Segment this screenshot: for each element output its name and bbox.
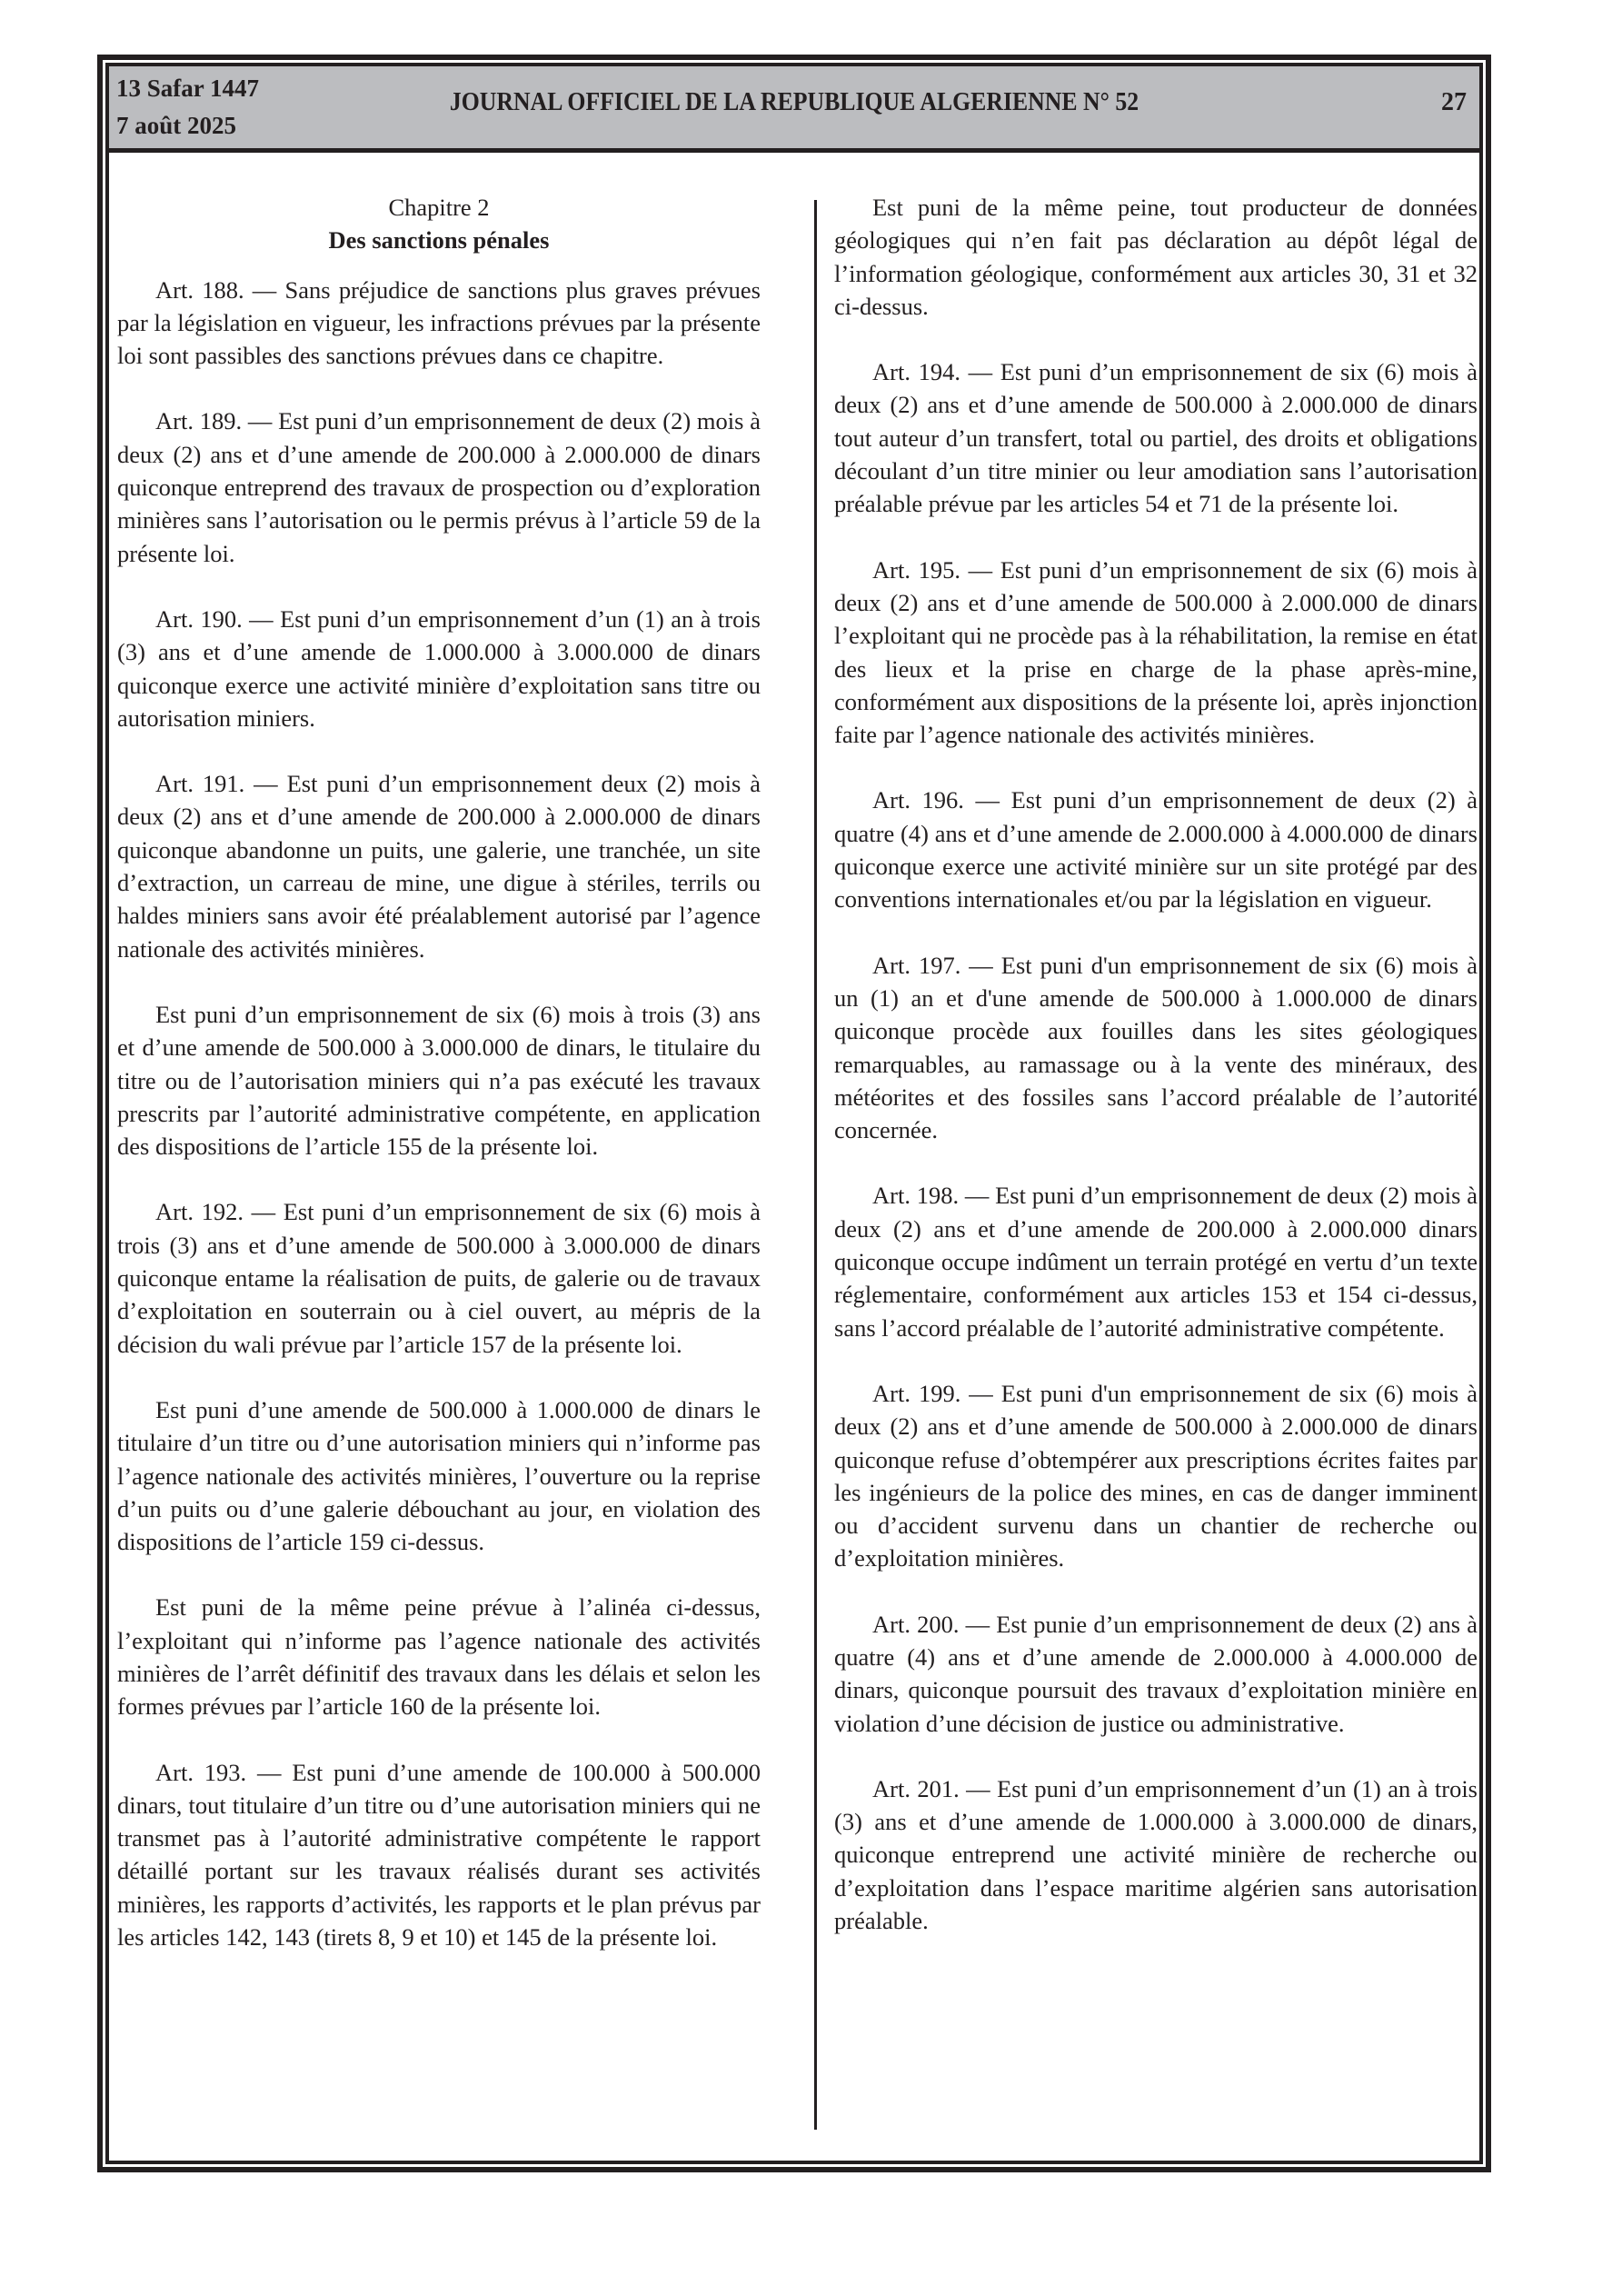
article-192-paragraph-3: Est puni de la même peine prévue à l’alinéa ci-dessus, l’exploitant qui n’informe pas l’agence nationale des activités minières de l’arrêt définitif des travaux dans les délais et selon les formes prévues par l’article 160 de la présente loi.	[117, 1593, 761, 1721]
chapter-label: Chapitre 2	[388, 194, 490, 221]
left-column	[117, 191, 761, 1953]
article-197: Art. 197. — Est puni d'un emprisonnement de six (6) mois à un (1) an et d'une amende de 500.000 à 1.000.000 de dinars quiconque procède aux fouilles dans les sites géologiques remarquables, au ramassage ou à la vente des minéraux, des météorites et des fossiles sans l’accord préalable de l’autorité concernée.	[834, 951, 1478, 1144]
article-192-paragraph-2: Est puni d’une amende de 500.000 à 1.000.000 de dinars le titulaire d’un titre ou d’une autorisation miniers qui n’informe pas l’agence nationale des activités minières, l’ouverture ou la reprise d’un puits ou d’une galerie débouchant au jour, en violation des dispositions de l’article 159 ci-dessus.	[117, 1395, 761, 1556]
article-191: Art. 191. — Est puni d’un emprisonnement deux (2) mois à deux (2) ans et d’une amende de 200.000 à 2.000.000 de dinars quiconque abandonne un puits, une galerie, une tranchée, un site d’extraction, un carreau de mine, une digue à stériles, terrils ou haldes miniers sans avoir été préalablement autorisé par l’agence nationale des activités minières.	[117, 770, 761, 963]
article-195: Art. 195. — Est puni d’un emprisonnement de six (6) mois à deux (2) ans et d’une amende de 500.000 à 2.000.000 de dinars l’exploitant qui ne procède pas à la réhabilitation, la remise en état des lieux et la prise en charge de la phase après-mine, conformément aux dispositions de la présente loi, après injonction faite par l’agence nationale des activités minières.	[834, 555, 1478, 749]
page-header	[109, 66, 1479, 153]
date-gregorian: 7 août 2025	[116, 112, 237, 139]
page-number: 27	[1441, 88, 1467, 116]
article-192: Art. 192. — Est puni d’un emprisonnement de six (6) mois à trois (3) ans et d’une amende de 500.000 à 3.000.000 de dinars quiconque entame la réalisation de puits, de galerie ou de travaux d’exploitation en souterrain ou à ciel ouvert, au mépris de la décision du wali prévue par l’article 157 de la présente loi.	[117, 1198, 761, 1358]
column-divider	[814, 200, 817, 2130]
article-201: Art. 201. — Est puni d’un emprisonnement d’un (1) an à trois (3) ans et d’une amende de 1.000.000 à 3.000.000 de dinars, quiconque entreprend une activité minière de recherche ou d’exploitation dans l’espace maritime algérien sans autorisation préalable.	[834, 1774, 1478, 1935]
right-column	[834, 191, 1478, 1937]
article-200: Art. 200. — Est punie d’un emprisonnement de deux (2) ans à quatre (4) ans et d’une amende de 2.000.000 à 4.000.000 de dinars, quiconque poursuit des travaux d’exploitation minière en violation d’une décision de justice ou administrative.	[834, 1610, 1478, 1737]
article-193: Art. 193. — Est puni d’une amende de 100.000 à 500.000 dinars, tout titulaire d’un titre ou d’une autorisation miniers qui ne transmet pas à l’autorité administrative compétente le rapport détaillé portant sur les travaux réalisés durant ses activités minières, les rapports d’activités, les rapports et le plan prévus par les articles 142, 143 (tirets 8, 9 et 10) et 145 de la présente loi.	[117, 1758, 761, 1952]
article-194: Art. 194. — Est puni d’un emprisonnement de six (6) mois à deux (2) ans et d’une amende de 500.000 à 2.000.000 de dinars tout auteur d’un transfert, total ou partiel, des droits et obligations découlant d’un titre minier ou leur amodiation sans l’autorisation préalable prévue par les articles 54 et 71 de la présente loi.	[834, 358, 1478, 518]
article-189: Art. 189. — Est puni d’un emprisonnement de deux (2) mois à deux (2) ans et d’une amende de 200.000 à 2.000.000 de dinars quiconque entreprend des travaux de prospection ou d’exploration minières sans l’autorisation ou le permis prévus à l’article 59 de la présente loi.	[117, 407, 761, 567]
article-191-paragraph-2: Est puni d’un emprisonnement de six (6) mois à trois (3) ans et d’une amende de 500.000 à 3.000.000 de dinars, le titulaire du titre ou de l’autorisation miniers qui n’a pas exécuté les travaux prescrits par l’autorité administrative compétente, en application des dispositions de l’article 155 de la présente loi.	[117, 1000, 761, 1161]
date-hijri: 13 Safar 1447	[116, 75, 260, 102]
article-196: Art. 196. — Est puni d’un emprisonnement de deux (2) à quatre (4) ans et d’une amende de 2.000.000 à 4.000.000 de dinars quiconque exerce une activité minière sur un site protégé par des conventions internationales et/ou par la législation en vigueur.	[834, 786, 1478, 913]
chapter-title: Des sanctions pénales	[328, 226, 550, 255]
article-190: Art. 190. — Est puni d’un emprisonnement d’un (1) an à trois (3) ans et d’une amende de 1.000.000 à 3.000.000 de dinars quiconque exerce une activité minière d’exploitation sans titre ou autorisation miniers.	[117, 604, 761, 732]
journal-title: JOURNAL OFFICIEL DE LA REPUBLIQUE ALGERIENNE N° 52	[449, 88, 1139, 116]
article-198: Art. 198. — Est puni d’un emprisonnement de deux (2) mois à deux (2) ans et d’une amende de 200.000 à 2.000.000 dinars quiconque occupe indûment un terrain protégé en vertu d’un texte réglementaire, conformément aux articles 153 et 154 ci-dessus, sans l’accord préalable de l’autorité administrative compétente.	[834, 1182, 1478, 1342]
article-188: Art. 188. — Sans préjudice de sanctions plus graves prévues par la législation en vigueur, les infractions prévues par la présente loi sont passibles des sanctions prévues dans ce chapitre.	[117, 275, 761, 370]
article-199: Art. 199. — Est puni d'un emprisonnement de six (6) mois à deux (2) ans et d’une amende de 500.000 à 2.000.000 de dinars quiconque refuse d’obtempérer aux prescriptions écrites faites par les ingénieurs de la police des mines, en cas de danger imminent ou d’accident survenu dans un chantier de recherche ou d’exploitation minières.	[834, 1379, 1478, 1572]
article-193-paragraph-2: Est puni de la même peine, tout producteur de données géologiques qui n’en fait pas déclaration au dépôt légal de l’information géologique, conformément aux articles 30, 31 et 32 ci-dessus.	[834, 194, 1478, 320]
